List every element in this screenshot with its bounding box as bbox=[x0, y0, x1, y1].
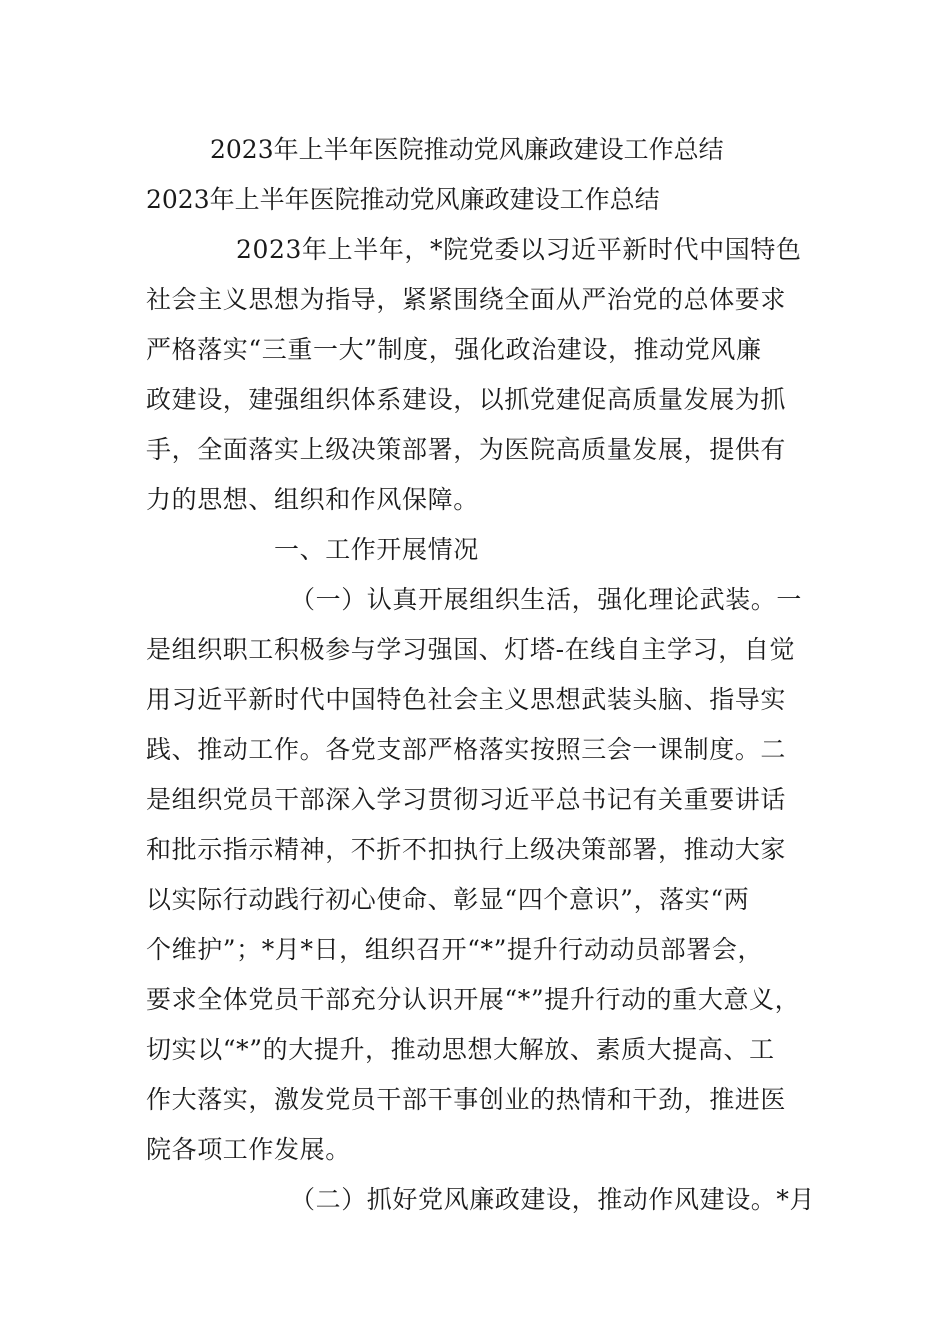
paragraph-line: 切实以“*”的大提升，推动思想大解放、素质大提高、工 bbox=[146, 1035, 775, 1064]
paragraph-line: 是组织党员干部深入学习贯彻习近平总书记有关重要讲话 bbox=[146, 785, 787, 814]
document-title-left: 2023年上半年医院推动党风廉政建设工作总结 bbox=[146, 185, 660, 214]
paragraph-line: 力的思想、组织和作风保障。 bbox=[146, 485, 479, 514]
paragraph-line: 是组织职工积极参与学习强国、灯塔-在线自主学习，自觉 bbox=[146, 635, 796, 664]
paragraph-line: 2023年上半年，*院党委以习近平新时代中国特色 bbox=[236, 235, 802, 264]
paragraph-line: 要求全体党员干部充分认识开展“*”提升行动的重大意义， bbox=[146, 985, 801, 1014]
paragraph-line: 践、推动工作。各党支部严格落实按照三会一课制度。二 bbox=[146, 735, 787, 764]
paragraph-line: 用习近平新时代中国特色社会主义思想武装头脑、指导实 bbox=[146, 685, 787, 714]
paragraph-line: 政建设，建强组织体系建设，以抓党建促高质量发展为抓 bbox=[146, 385, 787, 414]
paragraph-line: 严格落实“三重一大”制度，强化政治建设，推动党风廉 bbox=[146, 335, 762, 364]
subsection-heading-line: （二）抓好党风廉政建设，推动作风建设。*月 bbox=[290, 1185, 816, 1214]
document-title-centered: 2023年上半年医院推动党风廉政建设工作总结 bbox=[210, 135, 724, 164]
paragraph-line: 院各项工作发展。 bbox=[146, 1135, 351, 1164]
section-heading: 一、工作开展情况 bbox=[274, 535, 479, 564]
paragraph-line: 社会主义思想为指导，紧紧围绕全面从严治党的总体要求 bbox=[146, 285, 787, 314]
paragraph-line: 作大落实，激发党员干部干事创业的热情和干劲，推进医 bbox=[146, 1085, 787, 1114]
paragraph-line: 个维护”；*月*日，组织召开“*”提升行动动员部署会， bbox=[146, 935, 764, 964]
paragraph-line: 手，全面落实上级决策部署，为医院高质量发展，提供有 bbox=[146, 435, 787, 464]
subsection-heading-line: （一）认真开展组织生活，强化理论武装。一 bbox=[290, 585, 803, 614]
paragraph-line: 和批示指示精神，不折不扣执行上级决策部署，推动大家 bbox=[146, 835, 787, 864]
paragraph-line: 以实际行动践行初心使命、彰显“四个意识”，落实“两 bbox=[146, 885, 750, 914]
